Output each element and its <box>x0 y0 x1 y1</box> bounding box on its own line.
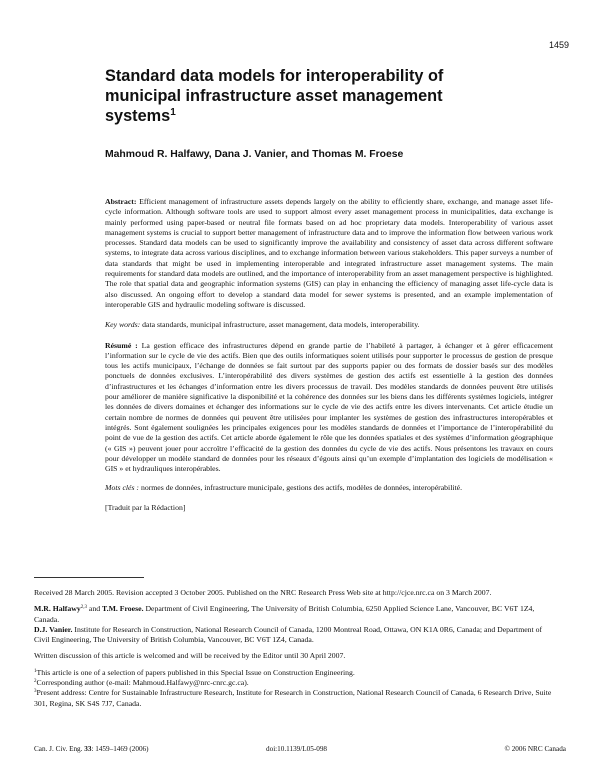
paper-title <box>105 66 545 126</box>
affiliation-name-halfawy: M.R. Halfawy <box>34 604 81 614</box>
page-number: 1459 <box>548 40 569 50</box>
footnote-divider <box>34 577 144 578</box>
footnote-1 <box>34 668 554 678</box>
copyright: © 2006 NRC Canada <box>504 745 566 753</box>
abstract-section <box>105 197 553 513</box>
footnote-1-text: This article is one of a selection of papers published in this Special Issue on Construction Engineering. <box>36 667 355 677</box>
journal-volume: 33 <box>84 745 92 753</box>
abstract-label: Abstract: <box>105 197 137 206</box>
footnote-3-marker: 3 <box>34 689 37 695</box>
mots-cles-text: normes de données, infrastructure municipale, gestions des actifs, modèles de données, interopérabilité. <box>140 483 463 493</box>
footnotes-section <box>34 588 554 709</box>
affiliation-vanier <box>34 625 554 646</box>
affiliation-markers: 2,3 <box>80 605 87 611</box>
title-line-2: municipal infrastructure asset management <box>105 87 443 105</box>
mots-cles-paragraph <box>105 483 553 493</box>
keywords-label: Key words: <box>105 320 141 330</box>
received-note: Received 28 March 2005. Revision accepted 3 October 2005. Published on the NRC Research Press Web site at http://cjce.nrc.ca on 3 March 2007. <box>34 588 492 597</box>
doi: doi:10.1139/L05-098 <box>266 745 328 753</box>
footnote-2 <box>34 678 554 688</box>
footnote-3-text: Present address: Centre for Sustainable Infrastructure Research, Institute for Research in Construction, National Research Council of Canada, 6 Research Drive, Suite 301, Regina, SK S4S 7J7, Canada. <box>34 688 552 708</box>
affiliation-name-froese: T.M. Froese. <box>102 604 144 614</box>
title-line-3: systems <box>105 107 171 125</box>
journal-pages: : 1459–1469 (2006) <box>91 745 149 753</box>
journal-citation <box>34 745 149 753</box>
affiliation-and: and <box>86 604 103 614</box>
translation-note: [Traduit par la Rédaction] <box>105 502 186 512</box>
title-line-1: Standard data models for interoperability of <box>105 67 444 85</box>
affiliation-halfawy-froese <box>34 604 554 625</box>
footnote-2-text: Corresponding author (e-mail: Mahmoud.Halfawy@nrc-cnrc.gc.ca). <box>36 678 249 688</box>
resume-text: La gestion efficace des infrastructures dépend en grande partie de l’habileté à partager, à échanger et à gérer efficacement l’information sur le cycle de vie des actifs. Bien que des outils informatiques soient utilisés pour supporter le processus de gestion de presque tous les actifs municipaux, l’échange de données se fait surtout par des supports papier ou des formats de dossier basés sur des modèles ponctuels de données exclusives. L’interopérabilité des divers systèmes de gestion des actifs est essentielle à la gestion des données d’infrastructures et les échanges d’information entre les divers processus de travail. Des modèles standards de données peuvent être utilisés pour améliorer de manière significative la disponibilité et la cohérence des données sur les biens dans les différents systèmes logiciels, intégrer les données de divers domaines et échanger des informations sur le cycle de vie des actifs entre les divers intervenants. Cet article étudie un certain nombre de normes de données qui peuvent être utilisées pour implanter les systèmes de gestion des infrastructures interopérables et intégrés. Sont également soulignées les principales exigences pour les modèles standards de données et l’importance de l’interopérabilité du point de vue de la gestion des actifs. Cet article aborde également le rôle que les données spatiales et des systèmes d’information géographique (« GIS ») peuvent jouer pour accroître l’efficacité de la gestion des données du cycle de vie des actifs. Nous présentons les travaux en cours pour développer un modèle standard de données pour les réseaux d’égouts ainsi qu’un exemple d’implantation des logiciels de modélisation « GIS » et hydrauliques interopérables. <box>105 340 554 474</box>
journal-name: Can. J. Civ. Eng. <box>34 745 83 753</box>
footnote-2-marker: 2 <box>34 679 37 685</box>
mots-cles-label: Mots clés : <box>105 483 140 493</box>
abstract-paragraph <box>105 197 553 310</box>
footnote-3 <box>34 688 554 709</box>
keywords-text: data standards, municipal infrastructure, asset management, data models, interoperability. <box>142 320 420 330</box>
affiliation-ubc-text: Department of Civil Engineering, The University of British Columbia, 6250 Applied Science Lane, Vancouver, BC V6T 1Z4, Canada. <box>34 604 535 624</box>
title-footnote-marker: 1 <box>170 107 176 118</box>
keywords-paragraph <box>105 320 553 330</box>
abstract-text: Efficient management of infrastructure assets depends largely on the ability to efficiently share, exchange, and manage asset life-cycle information. Although software tools are used to support almost every asset management process in municipalities, data exchange is mainly performed using paper-based or neutral file formats based on ad hoc proprietary data models. Interoperability of various asset management systems is crucial to support better management of infrastructure data and to improve the information flow between various work processes. Standard data models can be used to significantly improve the availability and consistency of asset data across different software systems, to integrate data across various disciplines, and to exchange information between various stakeholders. This paper surveys a number of data standards that might be used in implementing interoperable and integrated infrastructure asset management systems. The main requirements for standard data models are outlined, and the importance of interoperability from an asset management perspective is highlighted. The role that spatial data and geographic information systems (GIS) can play in enhancing the efficiency of managing asset life-cycle data is also discussed. An ongoing effort to develop a standard data model for sewer systems is presented, and an example implementation of interoperable GIS and hydraulic modeling software is discussed. <box>105 197 553 309</box>
footnote-1-marker: 1 <box>34 668 37 674</box>
author-list: Mahmoud R. Halfawy, Dana J. Vanier, and Thomas M. Froese <box>105 149 404 160</box>
affiliation-name-vanier: D.J. Vanier. <box>34 624 73 634</box>
resume-label: Résumé : <box>105 340 138 350</box>
affiliation-nrc-text: Institute for Research in Construction, National Research Council of Canada, 1200 Montreal Road, Ottawa, ON K1A 0R6, Canada; and Department of Civil Engineering, The University of British Columbia, Vancouver, BC V6T 1Z4, Canada. <box>34 624 543 645</box>
resume-paragraph <box>105 341 553 475</box>
discussion-note: Written discussion of this article is welcomed and will be received by the Editor until 30 April 2007. <box>34 651 346 661</box>
